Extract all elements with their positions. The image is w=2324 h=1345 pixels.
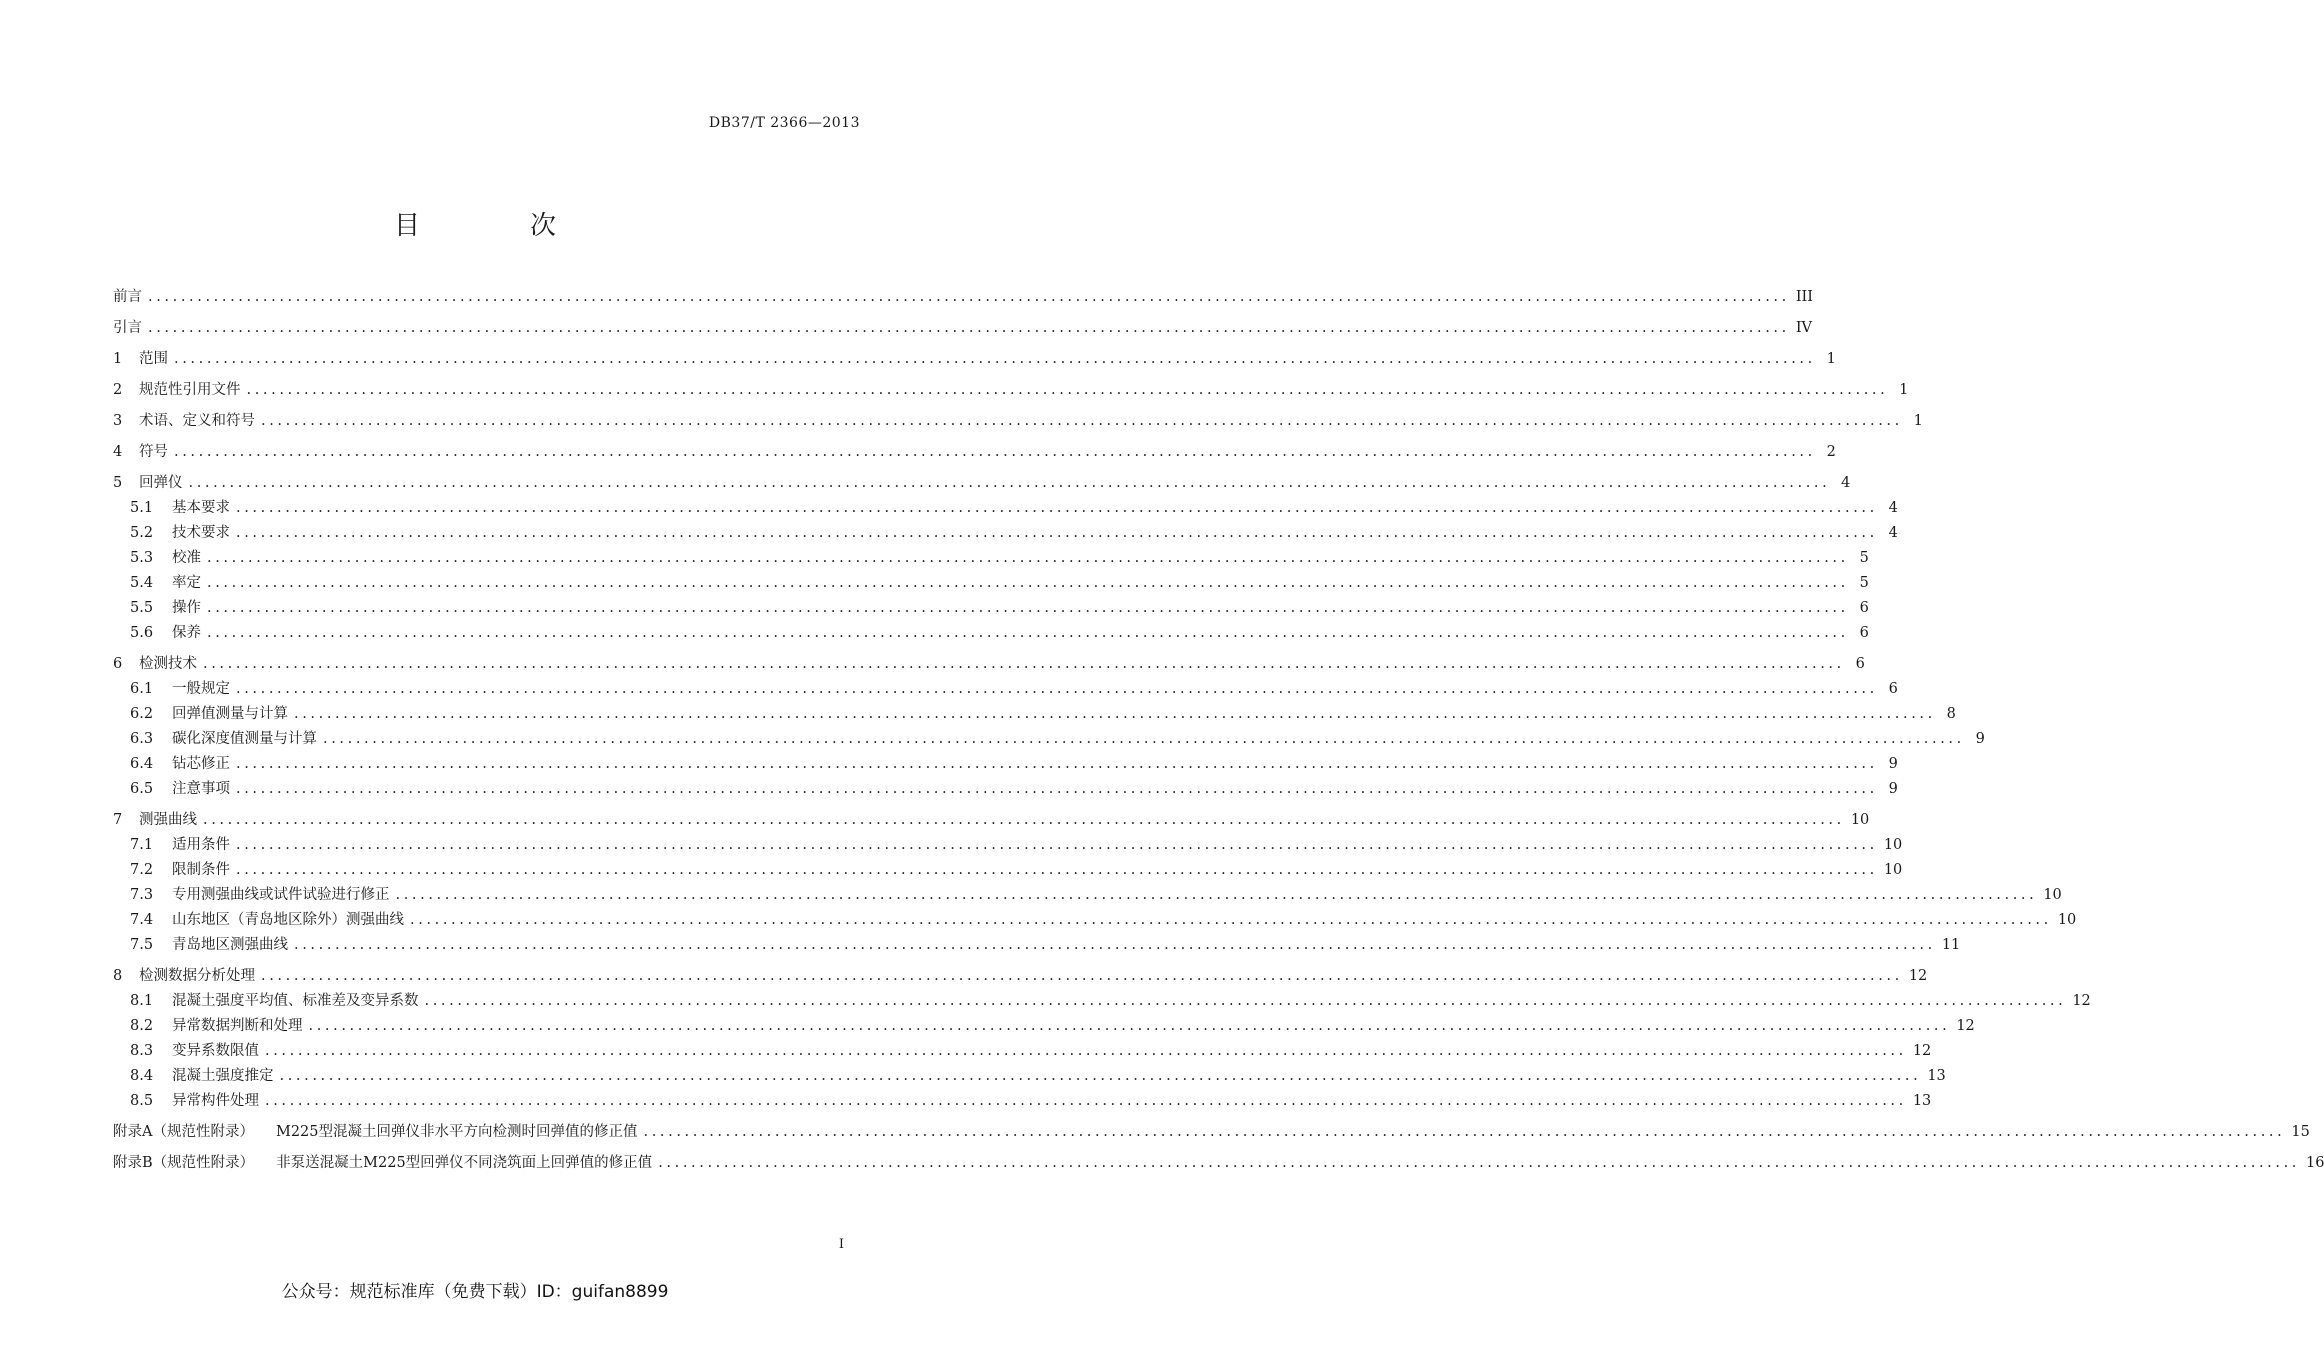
toc-leader-dots: ........................................................................................................................................................................................................ <box>236 837 1878 853</box>
toc-entry-label: 保养 <box>172 625 201 641</box>
toc-entry-number: 8.4 <box>130 1068 154 1084</box>
toc-entry-number: 5.1 <box>130 500 154 516</box>
toc-entry-number: 6.3 <box>130 731 154 747</box>
toc-entry-number: 附录B（规范性附录） <box>113 1155 255 1171</box>
toc-leader-dots: ........................................................................................................................................................................................................ <box>236 681 1878 697</box>
toc-entry[interactable] <box>130 1089 1932 1113</box>
toc-entry-page: 16 <box>2306 1155 2324 1171</box>
toc-entry-page: 4 <box>1888 525 1898 541</box>
toc-entry-page: 6 <box>1855 656 1865 672</box>
toc-entry-label: 操作 <box>172 600 201 616</box>
toc-entry-label: 变异系数限值 <box>172 1043 259 1059</box>
toc-entry-page: 4 <box>1841 475 1851 491</box>
toc-entry-number: 8.2 <box>130 1018 154 1034</box>
toc-leader-dots: ........................................................................................................................................................................................................ <box>246 382 1889 398</box>
toc-entry-number: 6 <box>113 656 123 672</box>
document-code: DB37/T 2366—2013 <box>708 115 860 131</box>
toc-entry-number: 2 <box>113 382 123 398</box>
toc-entry[interactable] <box>130 1014 1975 1038</box>
toc-leader-dots: ........................................................................................................................................................................................................ <box>294 706 1936 722</box>
toc-entry-number: 6.4 <box>130 756 154 772</box>
toc-entry[interactable] <box>130 596 1869 620</box>
toc-entry-page: 15 <box>2291 1124 2310 1140</box>
toc-title: 目 次 <box>393 211 598 241</box>
toc-entry-label: 异常数据判断和处理 <box>172 1018 303 1034</box>
toc-entry[interactable] <box>130 546 1869 570</box>
toc-entry-number: 附录A（规范性附录） <box>113 1124 254 1140</box>
toc-entry-label: 青岛地区测强曲线 <box>172 937 288 953</box>
toc-leader-dots: ........................................................................................................................................................................................................ <box>174 351 1816 367</box>
toc-entry-page: 2 <box>1826 444 1836 460</box>
toc-entry[interactable] <box>130 521 1898 545</box>
toc-entry-page: 11 <box>1941 937 1961 953</box>
toc-leader-dots: ........................................................................................................................................................................................................ <box>148 320 1790 336</box>
toc-entry-number: 7.4 <box>130 912 154 928</box>
toc-entry-number: 8.5 <box>130 1093 154 1109</box>
toc-entry-label: 技术要求 <box>172 525 230 541</box>
toc-entry-label: 异常构件处理 <box>172 1093 259 1109</box>
toc-entry-label: 专用测强曲线或试件试验进行修正 <box>172 887 390 903</box>
toc-leader-dots: ........................................................................................................................................................................................................ <box>188 475 1831 491</box>
toc-leader-dots: ........................................................................................................................................................................................................ <box>207 575 1849 591</box>
toc-leader-dots: ........................................................................................................................................................................................................ <box>207 600 1849 616</box>
toc-entry-number: 7.5 <box>130 937 154 953</box>
toc-entry[interactable] <box>130 833 1903 857</box>
toc-entry-page: 12 <box>1908 968 1928 984</box>
toc-leader-dots: ........................................................................................................................................................................................................ <box>236 862 1878 878</box>
toc-leader-dots: ........................................................................................................................................................................................................ <box>174 444 1816 460</box>
toc-entry-page: 13 <box>1912 1093 1932 1109</box>
toc-entry-number: 6.2 <box>130 706 154 722</box>
toc-entry[interactable] <box>113 808 1870 832</box>
toc-entry-number: 3 <box>113 413 123 429</box>
toc-leader-dots: ........................................................................................................................................................................................................ <box>643 1124 2286 1140</box>
toc-entry-page: 12 <box>1912 1043 1932 1059</box>
toc-leader-dots: ........................................................................................................................................................................................................ <box>148 289 1790 305</box>
toc-leader-dots: ........................................................................................................................................................................................................ <box>261 413 1903 429</box>
toc-entry-label: 碳化深度值测量与计算 <box>172 731 317 747</box>
toc-entry-number: 7.1 <box>130 837 154 853</box>
toc-entry[interactable] <box>130 727 1985 751</box>
toc-entry-label: 混凝土强度平均值、标准差及变异系数 <box>172 993 419 1009</box>
toc-entry-label: 范围 <box>139 351 168 367</box>
toc-entry-page: 10 <box>1883 837 1903 853</box>
toc-entry-label: 检测技术 <box>139 656 197 672</box>
toc-leader-dots: ........................................................................................................................................................................................................ <box>279 1068 1922 1084</box>
toc-entry-page: IV <box>1795 320 1813 336</box>
toc-leader-dots: ........................................................................................................................................................................................................ <box>203 812 1845 828</box>
toc-entry-label: 回弹值测量与计算 <box>172 706 288 722</box>
toc-entry[interactable] <box>113 409 1923 433</box>
toc-entry[interactable] <box>130 933 1961 957</box>
toc-entry-label: 非泵送混凝土M225型回弹仪不同浇筑面上回弹值的修正值 <box>276 1155 653 1171</box>
toc-entry-page: 9 <box>1888 781 1898 797</box>
toc-entry-page: 1 <box>1913 413 1923 429</box>
page-number: I <box>838 1237 844 1252</box>
toc-entry-page: 9 <box>1975 731 1985 747</box>
toc-entry-page: 6 <box>1888 681 1898 697</box>
toc-leader-dots: ........................................................................................................................................................................................................ <box>265 1093 1907 1109</box>
toc-entry-number: 5.2 <box>130 525 154 541</box>
toc-entry[interactable] <box>113 347 1836 371</box>
toc-entry-page: 5 <box>1859 550 1869 566</box>
toc-entry[interactable] <box>113 964 1928 988</box>
toc-entry[interactable] <box>130 1039 1932 1063</box>
toc-entry-label: 测强曲线 <box>139 812 197 828</box>
toc-entry-label: 回弹仪 <box>139 475 183 491</box>
toc-leader-dots: ........................................................................................................................................................................................................ <box>323 731 1965 747</box>
toc-entry-label: 引言 <box>113 320 142 336</box>
toc-entry-number: 4 <box>113 444 123 460</box>
toc-leader-dots: ........................................................................................................................................................................................................ <box>308 1018 1951 1034</box>
toc-entry[interactable] <box>113 471 1851 495</box>
toc-leader-dots: ........................................................................................................................................................................................................ <box>410 912 2052 928</box>
toc-entry-number: 5.6 <box>130 625 154 641</box>
toc-entry-label: 山东地区（青岛地区除外）测强曲线 <box>172 912 404 928</box>
toc-entry[interactable] <box>130 777 1898 801</box>
toc-entry-number: 1 <box>113 351 123 367</box>
toc-leader-dots: ........................................................................................................................................................................................................ <box>658 1155 2301 1171</box>
toc-entry-number: 8.1 <box>130 993 154 1009</box>
toc-entry[interactable] <box>130 571 1869 595</box>
toc-entry[interactable] <box>130 989 2091 1013</box>
toc-entry[interactable] <box>130 1064 1946 1088</box>
toc-entry-label: M225型混凝土回弹仪非水平方向检测时回弹值的修正值 <box>275 1124 638 1140</box>
toc-entry-number: 5.3 <box>130 550 154 566</box>
toc-entry-page: 6 <box>1859 600 1869 616</box>
toc-entry[interactable] <box>113 285 1814 309</box>
toc-leader-dots: ........................................................................................................................................................................................................ <box>294 937 1936 953</box>
toc-entry-page: 10 <box>1883 862 1903 878</box>
toc-entry-label: 检测数据分析处理 <box>139 968 255 984</box>
toc-leader-dots: ........................................................................................................................................................................................................ <box>265 1043 1907 1059</box>
toc-entry-page: 12 <box>2072 993 2091 1009</box>
toc-entry-number: 5 <box>113 475 123 491</box>
toc-leader-dots: ........................................................................................................................................................................................................ <box>236 781 1878 797</box>
toc-entry[interactable] <box>130 677 1898 701</box>
toc-entry-number: 7.2 <box>130 862 154 878</box>
toc-entry-page: 5 <box>1859 575 1869 591</box>
toc-entry-number: 7 <box>113 812 123 828</box>
toc-entry-number: 6.5 <box>130 781 154 797</box>
toc-entry-label: 钻芯修正 <box>172 756 230 772</box>
toc-entry-label: 注意事项 <box>172 781 230 797</box>
toc-entry-page: 12 <box>1956 1018 1975 1034</box>
toc-entry[interactable] <box>113 316 1813 340</box>
toc-entry-label: 混凝土强度推定 <box>172 1068 274 1084</box>
toc-appendix-entry[interactable] <box>113 1120 2310 1144</box>
toc-leader-dots: ........................................................................................................................................................................................................ <box>261 968 1903 984</box>
toc-entry-number: 7.3 <box>130 887 154 903</box>
toc-leader-dots: ........................................................................................................................................................................................................ <box>207 550 1849 566</box>
toc-entry-label: 符号 <box>139 444 168 460</box>
toc-entry[interactable] <box>130 752 1898 776</box>
watermark-text: 公众号：规范标准库（免费下载）ID：guifan8899 <box>281 1282 669 1302</box>
toc-entry[interactable] <box>113 652 1865 676</box>
toc-leader-dots: ........................................................................................................................................................................................................ <box>236 500 1878 516</box>
toc-leader-dots: ........................................................................................................................................................................................................ <box>203 656 1845 672</box>
toc-entry[interactable] <box>130 702 1956 726</box>
toc-entry-page: 4 <box>1888 500 1898 516</box>
toc-entry[interactable] <box>130 908 2077 932</box>
toc-entry-number: 6.1 <box>130 681 154 697</box>
toc-entry-number: 5.4 <box>130 575 154 591</box>
toc-entry-page: 6 <box>1859 625 1869 641</box>
toc-entry-page: III <box>1795 289 1814 305</box>
toc-entry-label: 率定 <box>172 575 201 591</box>
toc-entry-label: 规范性引用文件 <box>139 382 241 398</box>
toc-entry[interactable] <box>113 440 1836 464</box>
toc-leader-dots: ........................................................................................................................................................................................................ <box>395 887 2038 903</box>
toc-entry[interactable] <box>130 858 1903 882</box>
toc-entry-label: 基本要求 <box>172 500 230 516</box>
toc-entry-page: 8 <box>1946 706 1956 722</box>
toc-entry-number: 8.3 <box>130 1043 154 1059</box>
toc-entry[interactable] <box>130 496 1898 520</box>
toc-entry-label: 一般规定 <box>172 681 230 697</box>
toc-entry-label: 术语、定义和符号 <box>139 413 255 429</box>
toc-entry-page: 13 <box>1927 1068 1946 1084</box>
toc-entry-label: 前言 <box>113 289 142 305</box>
toc-entry-number: 5.5 <box>130 600 154 616</box>
toc-entry-page: 1 <box>1899 382 1909 398</box>
toc-entry-page: 10 <box>2043 887 2062 903</box>
toc-entry-page: 1 <box>1826 351 1836 367</box>
toc-entry-label: 限制条件 <box>172 862 230 878</box>
toc-leader-dots: ........................................................................................................................................................................................................ <box>424 993 2067 1009</box>
toc-entry-label: 校准 <box>172 550 201 566</box>
toc-entry[interactable] <box>130 621 1869 645</box>
toc-entry[interactable] <box>130 883 2062 907</box>
toc-leader-dots: ........................................................................................................................................................................................................ <box>236 525 1878 541</box>
toc-entry[interactable] <box>113 378 1909 402</box>
toc-leader-dots: ........................................................................................................................................................................................................ <box>236 756 1878 772</box>
toc-entry-page: 10 <box>1850 812 1870 828</box>
toc-entry-label: 适用条件 <box>172 837 230 853</box>
toc-entry-number: 8 <box>113 968 123 984</box>
toc-leader-dots: ........................................................................................................................................................................................................ <box>207 625 1849 641</box>
toc-appendix-entry[interactable] <box>113 1151 2324 1175</box>
toc-entry-page: 10 <box>2057 912 2077 928</box>
toc-entry-page: 9 <box>1888 756 1898 772</box>
